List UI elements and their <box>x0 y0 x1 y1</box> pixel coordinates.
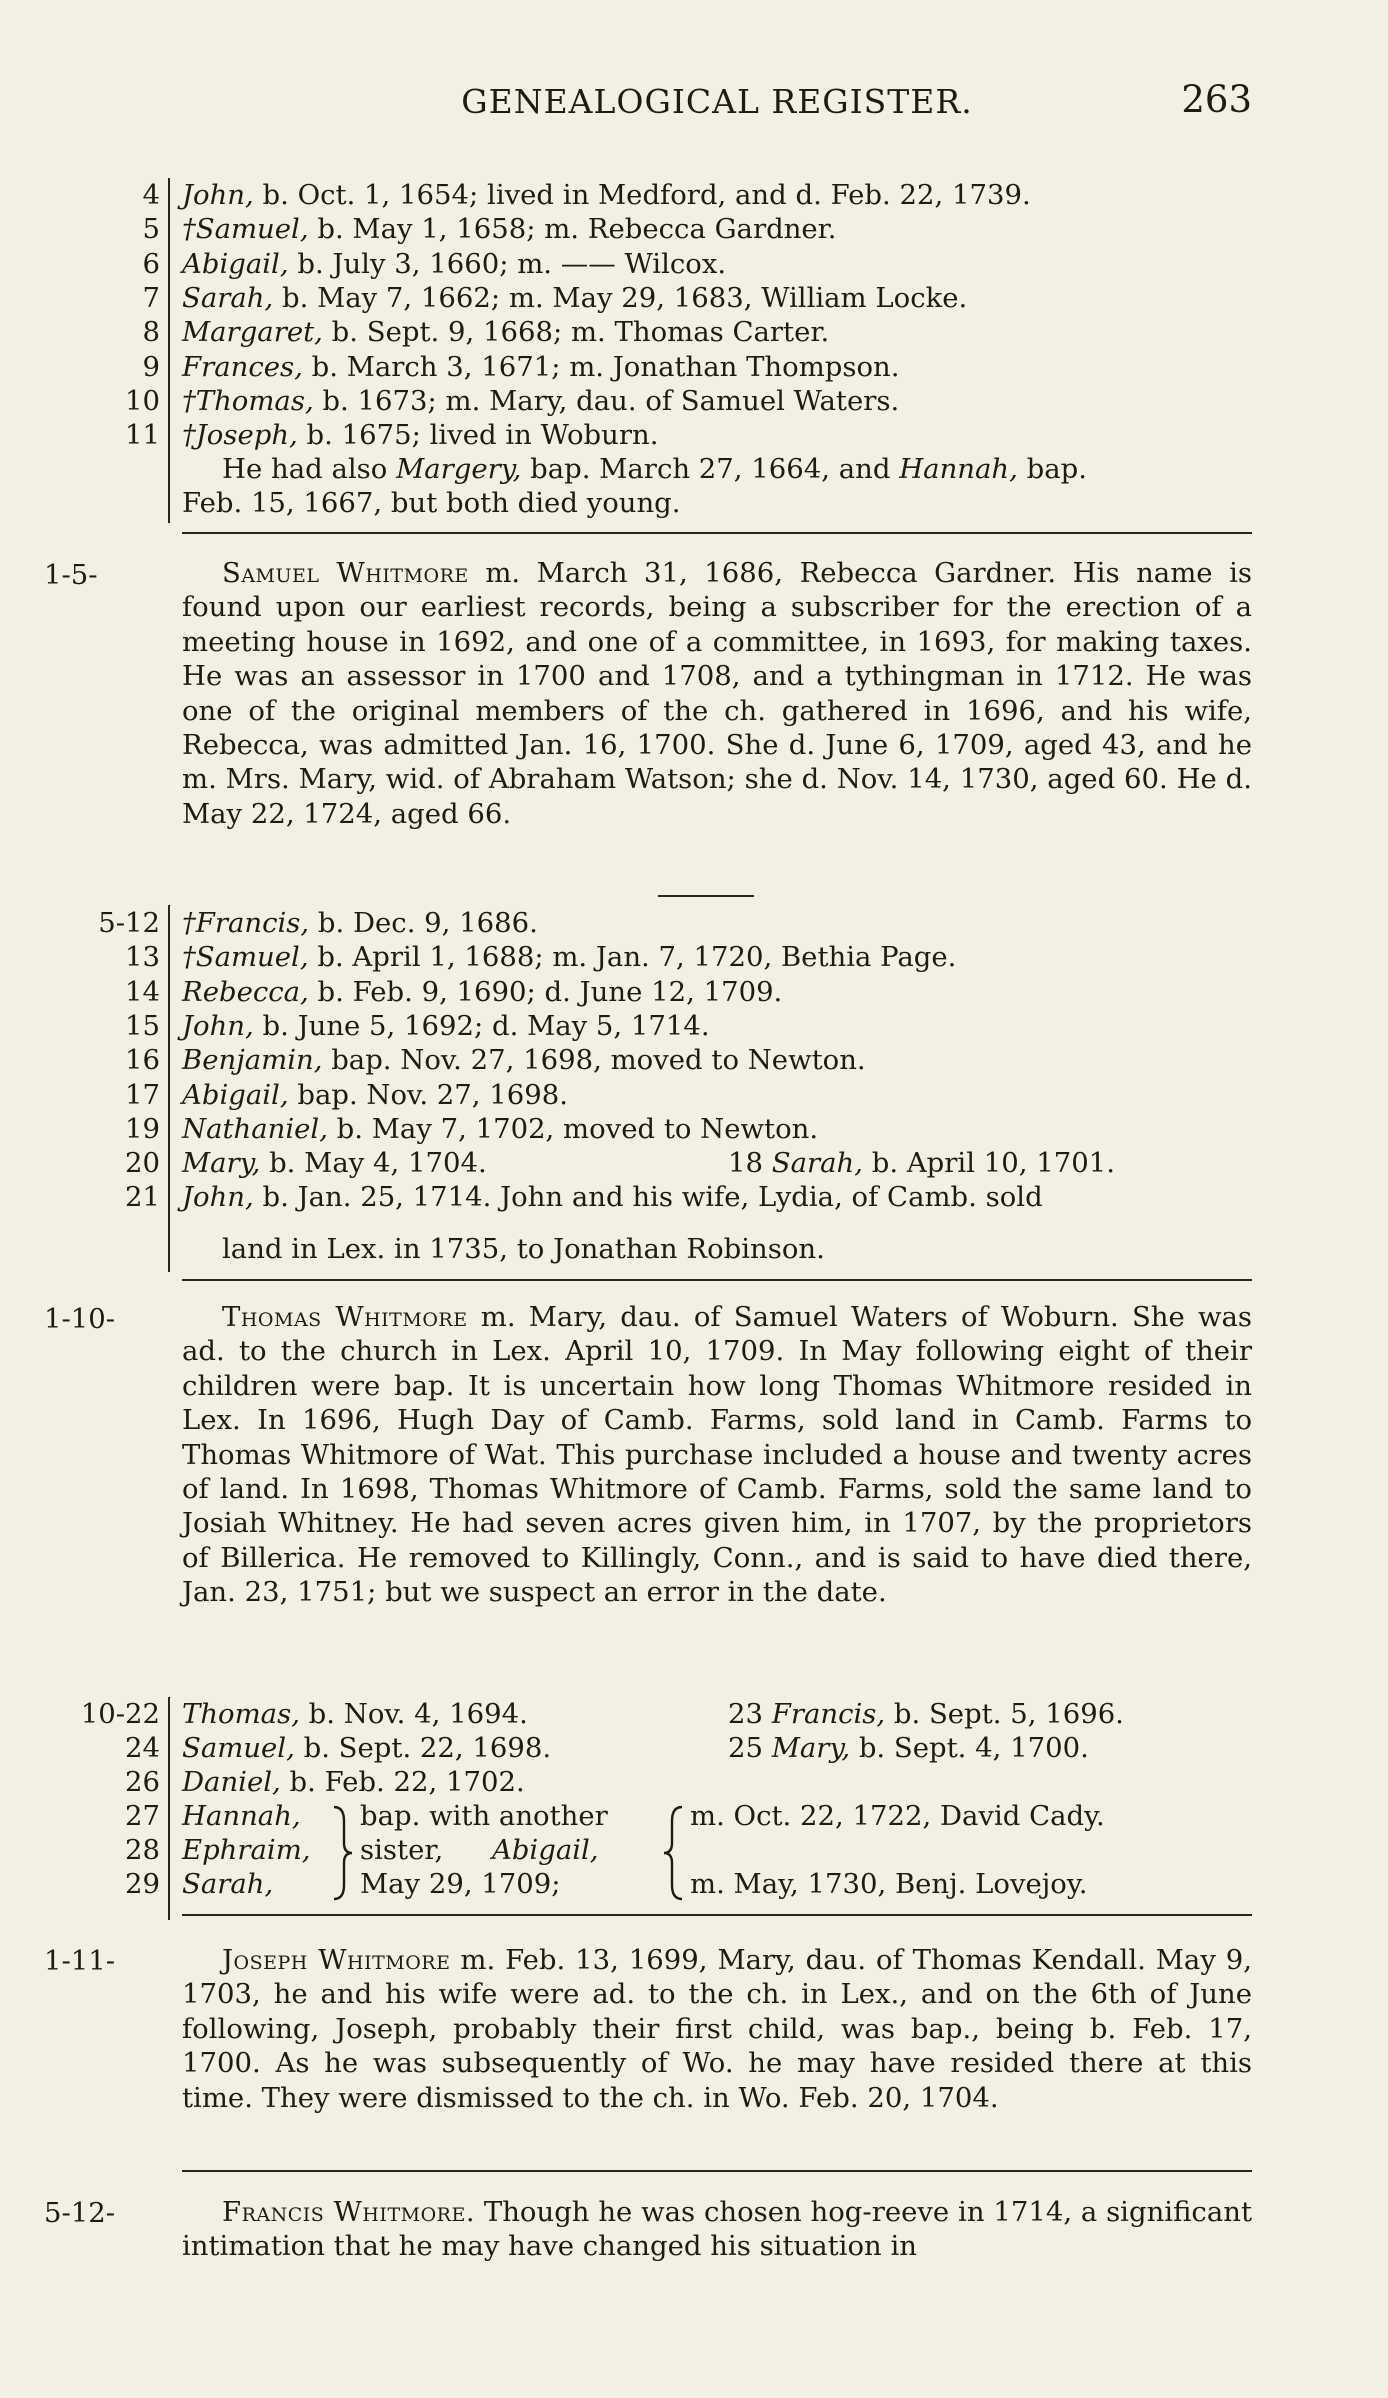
child-details: b. May 7, 1662; m. May 29, 1683, William Locke. <box>273 281 968 314</box>
biography-thomas: Thomas Whitmore m. Mary, dau. of Samuel Waters of Woburn. She was ad. to the church in Lex. April 10, 1709. In May following eight of their children were bap. It is uncertain how long Thomas Whitmore resided in Lex. In 1696, Hugh Day of Camb. Farms, sold land in Camb. Farms to Thomas Whitmore of Wat. This purchase included a house and twenty acres of land. In 1698, Thomas Whitmore of Camb. Farms, sold the same land to Josiah Whitney. He had seven acres given him, in 1707, by the proprietors of Billerica. He removed to Killingly, Conn., and is said to have died there, Jan. 23, 1751; but we suspect an error in the date. <box>182 1301 1252 1609</box>
child-details: bap. Nov. 27, 1698. <box>288 1078 568 1111</box>
child-name: †Samuel, <box>182 213 309 246</box>
child-name: Nathaniel, <box>182 1112 328 1145</box>
page-header <box>182 78 1252 128</box>
child-number: 7 <box>142 281 160 314</box>
child-details: b. 1673; m. Mary, dau. of Samuel Waters. <box>313 384 900 417</box>
child-number: 20 <box>125 1147 160 1180</box>
note-line: Feb. 15, 1667, but both died young. <box>182 487 681 519</box>
child-number: 8 <box>142 316 160 349</box>
child-row <box>0 1009 1388 1043</box>
running-title: GENEALOGICAL REGISTER. <box>461 82 973 121</box>
child-name: Mary, <box>182 1147 261 1180</box>
child-row: 29 Sarah, May 29, 1709; m. May, 1730, Benj. Lovejoy. <box>125 1868 1088 1900</box>
child-row: 24 Samuel, b. Sept. 22, 1698. 25 Mary, b. Sept. 4, 1700. <box>125 1732 1089 1764</box>
child-row <box>0 1078 1388 1112</box>
child-name: Hannah, <box>182 1800 301 1832</box>
child-name: †Francis, <box>182 907 310 939</box>
reference-number: 1-5- <box>44 559 98 591</box>
child-number: 17 <box>125 1078 160 1111</box>
child-name: Francis, <box>771 1698 886 1730</box>
biography-samuel: Samuel Whitmore m. March 31, 1686, Rebecca Gardner. His name is found upon our earliest records, being a subscriber for the erection of a meeting house in 1692, and one of a committee, in 1693, for making taxes. He was an assessor in 1700 and 1708, and a tythingman in 1712. He was one of the original members of the ch. gathered in 1696, and his wife, Rebecca, was admitted Jan. 16, 1700. She d. June 6, 1709, aged 43, and he m. Mrs. Mary, wid. of Abraham Watson; she d. Nov. 14, 1730, aged 60. He d. May 22, 1724, aged 66. <box>182 557 1252 830</box>
child-name: Margaret, <box>182 316 323 349</box>
section-divider <box>182 2170 1252 2172</box>
child-details: b. Sept. 9, 1668; m. Thomas Carter. <box>322 316 830 349</box>
child-details: b. March 3, 1671; m. Jonathan Thompson. <box>302 350 900 383</box>
child-name: Abigail, <box>491 1834 599 1866</box>
child-row <box>0 418 1388 452</box>
child-name: Abigail, <box>182 1078 289 1111</box>
child-number: 4 <box>142 179 160 211</box>
child-details: b. April 1, 1688; m. Jan. 7, 1720, Bethia Page. <box>308 941 957 974</box>
child-row: 26 Daniel, b. Feb. 22, 1702. <box>125 1766 525 1798</box>
sarah-inline: 18 Sarah, b. April 10, 1701. <box>728 1147 1115 1179</box>
page-number: 263 <box>1181 78 1252 121</box>
child-details: b. Jan. 25, 1714. John and his wife, Lydia, of Camb. sold <box>253 1181 1043 1214</box>
child-number: 6 <box>142 247 160 280</box>
brace-left-icon <box>660 1803 686 1903</box>
child-name: John, <box>182 1009 254 1042</box>
reference-number: 1-11- <box>44 1945 116 1977</box>
child-row <box>0 940 1388 974</box>
child-number: 16 <box>125 1044 160 1077</box>
child-name: Thomas, <box>182 1698 300 1730</box>
child-name: Daniel, <box>182 1766 281 1798</box>
child-details: b. May 4, 1704. <box>260 1147 487 1180</box>
child-name: †Thomas, <box>182 384 314 417</box>
child-name: Rebecca, <box>182 975 309 1008</box>
child-details: b. Oct. 1, 1654; lived in Medford, and d. Feb. 22, 1739. <box>253 179 1031 211</box>
child-details: b. May 7, 1702, moved to Newton. <box>327 1112 819 1145</box>
biography-joseph: Joseph Whitmore m. Feb. 13, 1699, Mary, dau. of Thomas Kendall. May 9, 1703, he and his wife were ad. to the ch. in Lex., and on the 6th of June following, Joseph, probably their first child, was bap., being b. Feb. 17, 1700. As he was subsequently of Wo. he may have resided there at this time. They were dismissed to the ch. in Wo. Feb. 20, 1704. <box>182 1944 1252 2114</box>
child-row <box>0 212 1388 246</box>
child-row <box>0 178 1388 212</box>
child-name: Sarah, <box>182 281 274 314</box>
child-name: Sarah, <box>771 1147 863 1179</box>
child-name: John, <box>182 1181 254 1214</box>
child-name: Samuel, <box>182 1732 295 1764</box>
child-row <box>0 315 1388 349</box>
child-number: 5 <box>142 213 160 246</box>
child-number: 11 <box>125 419 160 452</box>
child-number: 13 <box>125 941 160 974</box>
section-divider <box>182 1279 1252 1281</box>
note-line: He had also Margery, bap. March 27, 1664, and Hannah, bap. <box>222 453 1087 485</box>
reference-number: 1-10- <box>44 1303 116 1335</box>
child-number: 5-12 <box>98 907 160 939</box>
short-divider <box>658 895 754 897</box>
person-name: Samuel Whitmore <box>222 557 469 589</box>
child-name: †Samuel, <box>182 941 309 974</box>
child-row <box>0 281 1388 315</box>
child-name: Mary, <box>771 1732 851 1764</box>
child-number: 21 <box>125 1181 160 1214</box>
person-name: Thomas Whitmore <box>222 1301 468 1333</box>
child-row <box>0 906 1388 940</box>
child-row <box>0 350 1388 384</box>
child-name: Ephraim, <box>182 1834 311 1866</box>
child-details: b. Feb. 9, 1690; d. June 12, 1709. <box>308 975 783 1008</box>
continuation-line: land in Lex. in 1735, to Jonathan Robinson. <box>222 1233 825 1265</box>
child-details: b. 1675; lived in Woburn. <box>297 419 659 452</box>
child-name: John, <box>182 179 254 211</box>
biography-francis: Francis Whitmore. Though he was chosen hog-reeve in 1714, a significant intimation that he may have changed his situation in <box>182 2196 1252 2263</box>
child-row: 10-22 Thomas, b. Nov. 4, 1694. 23 Francis, b. Sept. 5, 1696. <box>80 1698 1124 1730</box>
section-divider <box>182 1914 1252 1916</box>
child-number: 9 <box>142 350 160 383</box>
reference-number: 5-12- <box>44 2197 116 2229</box>
child-number: 14 <box>125 975 160 1008</box>
child-row <box>0 1112 1388 1146</box>
child-number: 15 <box>125 1009 160 1042</box>
child-row <box>0 384 1388 418</box>
child-name: Margery, <box>396 453 522 485</box>
child-row: 27 Hannah, bap. with another m. Oct. 22, 1722, David Cady. <box>125 1800 1105 1832</box>
child-row <box>0 975 1388 1009</box>
person-name: Joseph Whitmore <box>222 1944 451 1976</box>
child-number: 19 <box>125 1112 160 1145</box>
child-row <box>0 247 1388 281</box>
child-details: b. July 3, 1660; m. —— Wilcox. <box>288 247 727 280</box>
child-details: bap. Nov. 27, 1698, moved to Newton. <box>322 1044 866 1077</box>
child-row <box>0 1180 1388 1214</box>
child-row <box>0 1043 1388 1077</box>
child-details: b. Dec. 9, 1686. <box>309 907 538 939</box>
child-row: 28 Ephraim, sister, Abigail, <box>125 1834 599 1866</box>
child-details: b. May 1, 1658; m. Rebecca Gardner. <box>308 213 837 246</box>
child-name: Abigail, <box>182 247 289 280</box>
child-name: Benjamin, <box>182 1044 323 1077</box>
child-details: b. June 5, 1692; d. May 5, 1714. <box>253 1009 710 1042</box>
child-name: Frances, <box>182 350 303 383</box>
child-name: Sarah, <box>182 1868 274 1900</box>
child-name: Hannah, <box>899 453 1018 485</box>
section-divider <box>182 532 1252 534</box>
child-number: 10 <box>125 384 160 417</box>
person-name: Francis Whitmore. <box>222 2196 476 2228</box>
brace-right-icon <box>330 1803 356 1903</box>
child-name: †Joseph, <box>182 419 298 452</box>
